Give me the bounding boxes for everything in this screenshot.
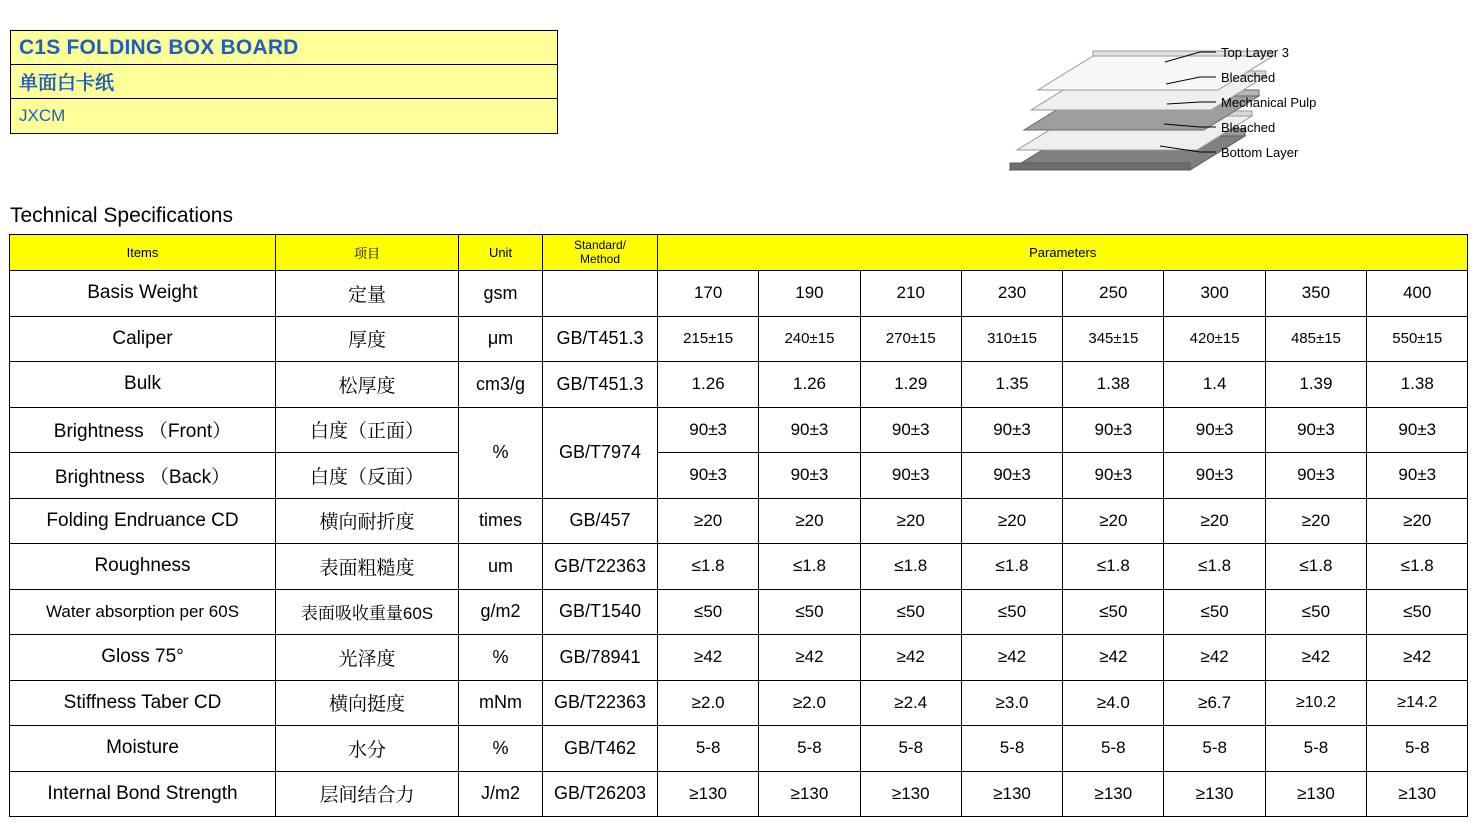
cell-parameter-value: ≥42: [1063, 635, 1164, 681]
cell-parameter-value: 90±3: [961, 453, 1062, 499]
cell-standard: GB/T1540: [543, 589, 658, 635]
cell-parameter-value: 90±3: [759, 407, 860, 453]
cell-parameter-value: ≥20: [1265, 498, 1366, 544]
table-row: [10, 635, 1468, 681]
cell-parameter-value: ≥20: [759, 498, 860, 544]
cell-item-chinese: 表面粗糙度: [276, 544, 459, 590]
cell-standard: GB/T26203: [543, 771, 658, 817]
cell-unit: um: [459, 544, 543, 590]
cell-parameter-value: 1.26: [658, 362, 759, 408]
cell-parameter-value: ≥130: [759, 771, 860, 817]
layer-label-bleached-upper: Bleached: [1221, 70, 1276, 85]
cell-standard: GB/78941: [543, 635, 658, 681]
cell-unit: J/m2: [459, 771, 543, 817]
cell-parameter-value: 310±15: [961, 316, 1062, 362]
cell-parameter-value: 5-8: [860, 726, 961, 772]
cell-parameter-value: 90±3: [1265, 407, 1366, 453]
col-header-standard-method: [543, 235, 658, 271]
table-header-row: [10, 235, 1468, 271]
cell-unit: %: [459, 726, 543, 772]
table-row: [10, 771, 1468, 817]
cell-parameter-value: ≥2.4: [860, 680, 961, 726]
layer-label-bottom: Bottom Layer: [1221, 145, 1299, 160]
cell-standard: GB/T451.3: [543, 362, 658, 408]
cell-parameter-value: 1.26: [759, 362, 860, 408]
cell-parameter-value: 215±15: [658, 316, 759, 362]
cell-item-chinese: 白度（正面）: [276, 407, 459, 453]
cell-item-chinese: 表面吸收重量60S: [276, 589, 459, 635]
cell-parameter-value: 90±3: [860, 407, 961, 453]
cell-parameter-value: 90±3: [1265, 453, 1366, 499]
cell-item-english: Stiffness Taber CD: [10, 680, 276, 726]
cell-parameter-value: 5-8: [759, 726, 860, 772]
cell-item-chinese: 层间结合力: [276, 771, 459, 817]
cell-parameter-value: ≥20: [658, 498, 759, 544]
cell-parameter-value: 1.35: [961, 362, 1062, 408]
table-body: [10, 271, 1468, 817]
cell-unit: %: [459, 407, 543, 498]
cell-parameter-value: ≥20: [1063, 498, 1164, 544]
cell-standard: GB/T22363: [543, 544, 658, 590]
cell-unit: gsm: [459, 271, 543, 317]
cell-parameter-value: 5-8: [1265, 726, 1366, 772]
product-title-block: [10, 30, 558, 134]
cell-item-english: Water absorption per 60S: [10, 589, 276, 635]
cell-parameter-value: ≥130: [1164, 771, 1265, 817]
cell-standard: GB/T22363: [543, 680, 658, 726]
cell-standard: GB/T462: [543, 726, 658, 772]
cell-parameter-value: ≥130: [1063, 771, 1164, 817]
table-row: [10, 498, 1468, 544]
cell-item-english: Moisture: [10, 726, 276, 772]
cell-standard: [543, 271, 658, 317]
cell-parameter-value: ≥130: [961, 771, 1062, 817]
cell-parameter-value: 1.29: [860, 362, 961, 408]
cell-parameter-value: 5-8: [961, 726, 1062, 772]
table-row: [10, 407, 1468, 453]
cell-parameter-value: 170: [658, 271, 759, 317]
cell-parameter-value: ≥20: [860, 498, 961, 544]
cell-parameter-value: 1.38: [1063, 362, 1164, 408]
section-heading-technical-specifications: Technical Specifications: [10, 204, 233, 227]
cell-parameter-value: ≥3.0: [961, 680, 1062, 726]
cell-parameter-value: 90±3: [1063, 453, 1164, 499]
cell-parameter-value: ≥42: [860, 635, 961, 681]
cell-parameter-value: ≤50: [1367, 589, 1468, 635]
cell-item-chinese: 白度（反面）: [276, 453, 459, 499]
cell-parameter-value: ≤50: [1063, 589, 1164, 635]
col-header-items: Items: [10, 235, 276, 271]
cell-parameter-value: ≥42: [1265, 635, 1366, 681]
cell-parameter-value: ≤1.8: [658, 544, 759, 590]
cell-parameter-value: 1.38: [1367, 362, 1468, 408]
layer-label-mechanical-pulp: Mechanical Pulp: [1221, 95, 1317, 110]
cell-parameter-value: ≤50: [1164, 589, 1265, 635]
table-row: [10, 589, 1468, 635]
table-row: [10, 544, 1468, 590]
product-title-chinese: 单面白卡纸: [19, 73, 115, 94]
cell-parameter-value: 90±3: [1164, 407, 1265, 453]
cell-parameter-value: ≤50: [658, 589, 759, 635]
cell-parameter-value: ≥20: [1164, 498, 1265, 544]
cell-parameter-value: ≥20: [961, 498, 1062, 544]
cell-parameter-value: ≥42: [1164, 635, 1265, 681]
cell-standard: GB/457: [543, 498, 658, 544]
cell-item-english: Roughness: [10, 544, 276, 590]
cell-parameter-value: ≤1.8: [860, 544, 961, 590]
cell-parameter-value: 90±3: [1164, 453, 1265, 499]
cell-parameter-value: 190: [759, 271, 860, 317]
cell-parameter-value: ≥14.2: [1367, 680, 1468, 726]
cell-item-chinese: 横向挺度: [276, 680, 459, 726]
cell-parameter-value: ≥42: [658, 635, 759, 681]
cell-parameter-value: 1.39: [1265, 362, 1366, 408]
cell-parameter-value: ≥130: [1367, 771, 1468, 817]
cell-parameter-value: 90±3: [658, 407, 759, 453]
cell-parameter-value: 400: [1367, 271, 1468, 317]
cell-parameter-value: 90±3: [1063, 407, 1164, 453]
cell-parameter-value: 5-8: [1164, 726, 1265, 772]
cell-parameter-value: ≤1.8: [1063, 544, 1164, 590]
cell-parameter-value: 420±15: [1164, 316, 1265, 362]
product-title-english: C1S FOLDING BOX BOARD: [19, 35, 299, 59]
table-row: [10, 680, 1468, 726]
cell-item-chinese: 定量: [276, 271, 459, 317]
cell-unit: mNm: [459, 680, 543, 726]
cell-item-chinese: 水分: [276, 726, 459, 772]
cell-item-english: Brightness （Back）: [10, 453, 276, 499]
col-header-standard-line2: Method: [579, 251, 621, 266]
cell-parameter-value: ≥42: [961, 635, 1062, 681]
cell-parameter-value: 90±3: [1367, 453, 1468, 499]
cell-parameter-value: 1.4: [1164, 362, 1265, 408]
cell-parameter-value: ≤1.8: [1265, 544, 1366, 590]
cell-parameter-value: ≥42: [759, 635, 860, 681]
cell-item-english: Basis Weight: [10, 271, 276, 317]
cell-unit: μm: [459, 316, 543, 362]
cell-parameter-value: ≥42: [1367, 635, 1468, 681]
cell-parameter-value: 5-8: [658, 726, 759, 772]
table-row: [10, 362, 1468, 408]
title-row-chinese: [11, 65, 557, 99]
cell-item-chinese: 光泽度: [276, 635, 459, 681]
cell-parameter-value: ≥4.0: [1063, 680, 1164, 726]
brand-name: JXCM: [19, 106, 66, 125]
cell-unit: %: [459, 635, 543, 681]
cell-parameter-value: ≥2.0: [658, 680, 759, 726]
cell-parameter-value: 230: [961, 271, 1062, 317]
title-row-english: [11, 31, 557, 65]
cell-parameter-value: ≥130: [860, 771, 961, 817]
col-header-standard-line1: Standard/: [573, 237, 627, 252]
board-layer-diagram: [960, 18, 1460, 183]
layer-label-top: Top Layer 3: [1221, 45, 1289, 60]
cell-item-chinese: 厚度: [276, 316, 459, 362]
cell-parameter-value: ≤50: [961, 589, 1062, 635]
cell-item-english: Gloss 75°: [10, 635, 276, 681]
cell-parameter-value: ≤1.8: [1164, 544, 1265, 590]
cell-parameter-value: 90±3: [860, 453, 961, 499]
cell-parameter-value: ≤1.8: [961, 544, 1062, 590]
cell-parameter-value: ≥10.2: [1265, 680, 1366, 726]
cell-parameter-value: ≤50: [860, 589, 961, 635]
cell-parameter-value: 345±15: [1063, 316, 1164, 362]
cell-item-english: Internal Bond Strength: [10, 771, 276, 817]
col-header-items-cn: 项目: [276, 235, 459, 271]
cell-parameter-value: 485±15: [1265, 316, 1366, 362]
cell-parameter-value: 550±15: [1367, 316, 1468, 362]
cell-unit: cm3/g: [459, 362, 543, 408]
title-row-brand: [11, 99, 557, 133]
table-row: [10, 453, 1468, 499]
layer-label-bleached-lower: Bleached: [1221, 120, 1276, 135]
table-row: [10, 316, 1468, 362]
cell-parameter-value: ≥2.0: [759, 680, 860, 726]
cell-parameter-value: ≥6.7: [1164, 680, 1265, 726]
cell-parameter-value: ≥130: [658, 771, 759, 817]
col-header-unit: Unit: [459, 235, 543, 271]
cell-parameter-value: 5-8: [1367, 726, 1468, 772]
cell-item-english: Brightness （Front）: [10, 407, 276, 453]
cell-parameter-value: 90±3: [759, 453, 860, 499]
technical-specifications-table: [9, 234, 1468, 817]
cell-parameter-value: ≥130: [1265, 771, 1366, 817]
cell-parameter-value: 90±3: [961, 407, 1062, 453]
cell-item-chinese: 松厚度: [276, 362, 459, 408]
cell-parameter-value: 90±3: [658, 453, 759, 499]
cell-parameter-value: 350: [1265, 271, 1366, 317]
cell-item-english: Folding Endruance CD: [10, 498, 276, 544]
col-header-parameters: Parameters: [658, 235, 1468, 271]
cell-standard: GB/T7974: [543, 407, 658, 498]
table-row: [10, 271, 1468, 317]
cell-parameter-value: ≤50: [759, 589, 860, 635]
cell-parameter-value: 250: [1063, 271, 1164, 317]
cell-parameter-value: ≤1.8: [1367, 544, 1468, 590]
table-row: [10, 726, 1468, 772]
cell-parameter-value: 90±3: [1367, 407, 1468, 453]
cell-parameter-value: ≥20: [1367, 498, 1468, 544]
cell-unit: g/m2: [459, 589, 543, 635]
cell-standard: GB/T451.3: [543, 316, 658, 362]
cell-parameter-value: 210: [860, 271, 961, 317]
cell-parameter-value: 270±15: [860, 316, 961, 362]
cell-item-english: Caliper: [10, 316, 276, 362]
cell-parameter-value: ≤50: [1265, 589, 1366, 635]
cell-parameter-value: 240±15: [759, 316, 860, 362]
cell-unit: times: [459, 498, 543, 544]
cell-item-english: Bulk: [10, 362, 276, 408]
cell-parameter-value: 5-8: [1063, 726, 1164, 772]
cell-item-chinese: 横向耐折度: [276, 498, 459, 544]
cell-parameter-value: ≤1.8: [759, 544, 860, 590]
cell-parameter-value: 300: [1164, 271, 1265, 317]
